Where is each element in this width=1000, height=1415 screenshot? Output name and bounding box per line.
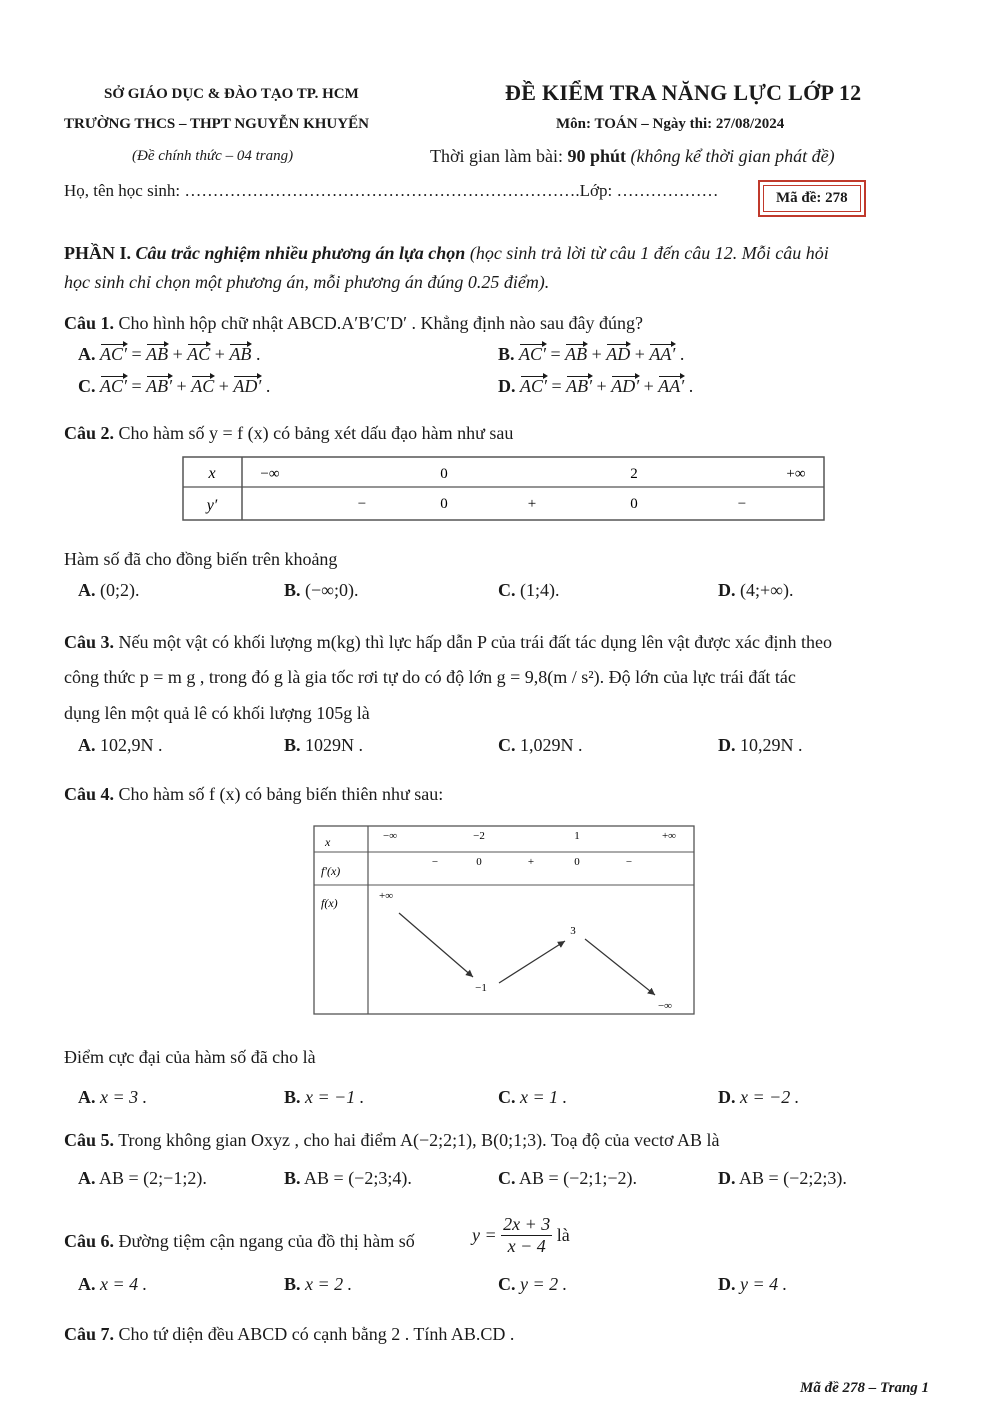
q5-text: Trong không gian Oxyz , cho hai điểm A(−2;2;1), B(0;1;3). Toạ độ của vectơ AB là [114, 1130, 720, 1150]
q6-fraction [501, 1214, 552, 1257]
q2-y-sign-2: + [527, 496, 537, 512]
q5-stem [64, 1130, 720, 1151]
q4-fp-zero-2: 0 [574, 856, 580, 868]
q1-stem [64, 313, 643, 334]
q2-y-sign-1: − [357, 496, 367, 512]
q6-option-d[interactable]: D. y = 4 . [718, 1274, 788, 1294]
exam-code: Mã đề: 278 [763, 185, 861, 212]
q7-text: Cho tứ diện đều ABCD có cạnh bằng 2 . Tính AB.CD . [114, 1324, 515, 1344]
q2-y-label: y′ [206, 497, 218, 514]
q5-option-c[interactable]: C. AB = (−2;1;−2). [498, 1168, 637, 1188]
time-info [430, 146, 835, 167]
q4-f-neg-inf: −∞ [657, 1000, 673, 1012]
q6-numerator: 2x + 3 [503, 1214, 551, 1234]
q6-function [472, 1214, 570, 1257]
q4-fp-label: f′(x) [321, 864, 341, 878]
q2-y-sign-3: − [737, 496, 747, 512]
q4-fp-sign-1: − [431, 856, 439, 868]
q4-x-label: x [325, 835, 331, 849]
q6-denominator: x − 4 [507, 1236, 546, 1256]
q4-option-c[interactable]: C. x = 1 . [498, 1087, 568, 1107]
q2-x-2: 2 [630, 466, 638, 482]
q2-y-zero-1: 0 [440, 496, 448, 512]
q2-sign-table [182, 456, 827, 522]
q2-text: Cho hàm số y = f (x) có bảng xét dấu đạo hàm như sau [114, 423, 514, 443]
q2-option-d[interactable]: D. (4;+∞). [718, 580, 794, 600]
school-name: TRƯỜNG THCS – THPT NGUYỄN KHUYẾN [64, 116, 369, 132]
q4-option-a[interactable]: A. x = 3 . [78, 1087, 148, 1107]
q5-option-a[interactable]: A. AB = (2;−1;2). [78, 1168, 207, 1188]
subject-date: Môn: TOÁN – Ngày thi: 27/08/2024 [556, 116, 785, 132]
exam-code-box [758, 180, 866, 217]
q5-option-b[interactable]: B. AB = (−2;3;4). [284, 1168, 412, 1188]
q6-tail: là [556, 1225, 570, 1245]
q4-f-pos-inf: +∞ [379, 890, 394, 902]
q2-x-pos-inf: +∞ [786, 466, 806, 482]
q4-arrow-increasing [499, 941, 565, 983]
q2-stem [64, 423, 513, 444]
q6-y-eq: y = [472, 1225, 497, 1245]
q3-line1 [64, 632, 832, 653]
q4-option-d[interactable]: D. x = −2 . [718, 1087, 800, 1107]
q2-question: Hàm số đã cho đồng biến trên khoảng [64, 549, 338, 569]
q4-variation-table [313, 825, 697, 1017]
page-footer: Mã đề 278 – Trang 1 [800, 1380, 930, 1396]
q2-x-neg-inf: −∞ [260, 466, 280, 482]
q4-table-border [314, 826, 694, 1014]
q4-f-max: 3 [570, 925, 576, 937]
q4-option-b[interactable]: B. x = −1 . [284, 1087, 365, 1107]
part1-desc-rest: (học sinh trả lời từ câu 1 đến câu 12. Mỗi câu hỏi [465, 243, 829, 263]
student-name-line: Họ, tên học sinh: …………………………………………………………….Lớp: ……………… [64, 181, 719, 200]
q1-text: Cho hình hộp chữ nhật ABCD.A′B′C′D′ . Khẳng định nào sau đây đúng? [114, 313, 643, 333]
q1-label: Câu 1. [64, 313, 115, 333]
q4-arrow-decreasing-1 [399, 913, 473, 977]
q3-text-1: Nếu một vật có khối lượng m(kg) thì lực hấp dẫn P của trái đất tác dụng lên vật được xác định theo [114, 632, 832, 652]
q4-fp-sign-2: + [527, 856, 535, 868]
q5-option-d[interactable]: D. AB = (−2;2;3). [718, 1168, 847, 1188]
part1-heading [64, 243, 829, 264]
q4-x-neg-inf: −∞ [383, 830, 398, 842]
q7-label: Câu 7. [64, 1324, 115, 1344]
q6-stem [64, 1231, 415, 1252]
q4-fp-zero-1: 0 [476, 856, 482, 868]
q2-option-c[interactable]: C. (1;4). [498, 580, 560, 600]
q4-f-label: f(x) [321, 896, 338, 910]
q4-label: Câu 4. [64, 784, 115, 804]
q4-x-neg2: −2 [473, 830, 485, 842]
exam-title: ĐỀ KIỂM TRA NĂNG LỰC LỚP 12 [505, 80, 862, 105]
q2-x-0: 0 [440, 466, 448, 482]
q5-label: Câu 5. [64, 1130, 115, 1150]
q4-arrow-decreasing-2 [585, 939, 655, 995]
q1-option-a[interactable]: A. AC′ = AB + AC + AB . [78, 344, 261, 364]
q2-y-zero-2: 0 [630, 496, 638, 512]
time-value: 90 phút [567, 146, 627, 166]
q2-label: Câu 2. [64, 423, 115, 443]
q4-x-pos-inf: +∞ [661, 830, 677, 842]
q2-option-b[interactable]: B. (−∞;0). [284, 580, 359, 600]
q6-label: Câu 6. [64, 1231, 115, 1251]
q4-text: Cho hàm số f (x) có bảng biến thiên như sau: [114, 784, 444, 804]
time-label: Thời gian làm bài: [430, 146, 568, 166]
q7-stem [64, 1324, 514, 1345]
department-name: SỞ GIÁO DỤC & ĐÀO TẠO TP. HCM [104, 86, 359, 102]
q3-option-b[interactable]: B. 1029N . [284, 735, 364, 755]
q1-option-c[interactable]: C. AC′ = AB′ + AC + AD′ . [78, 376, 271, 396]
q3-line2: công thức p = m g , trong đó g là gia tốc rơi tự do có độ lớn g = 9,8(m / s²). Độ lớn của lực trái đất tác [64, 667, 796, 687]
part1-desc-bold: Câu trắc nghiệm nhiều phương án lựa chọn [135, 243, 466, 263]
q3-option-c[interactable]: C. 1,029N . [498, 735, 583, 755]
q3-option-a[interactable]: A. 102,9N . [78, 735, 163, 755]
q6-option-a[interactable]: A. x = 4 . [78, 1274, 148, 1294]
q4-x-1: 1 [574, 830, 580, 842]
part1-desc-line2: học sinh chỉ chọn một phương án, mỗi phương án đúng 0.25 điểm). [64, 272, 550, 292]
q3-line3: dụng lên một quả lê có khối lượng 105g là [64, 703, 370, 723]
q3-option-d[interactable]: D. 10,29N . [718, 735, 803, 755]
q2-option-a[interactable]: A. (0;2). [78, 580, 140, 600]
q1-option-b[interactable]: B. AC′ = AB + AD + AA′ . [498, 344, 685, 364]
q6-option-b[interactable]: B. x = 2 . [284, 1274, 353, 1294]
q2-x-label: x [208, 465, 216, 482]
time-note: (không kể thời gian phát đề) [626, 146, 835, 166]
q4-fp-sign-3: − [625, 856, 633, 868]
q1-option-d[interactable]: D. AC′ = AB′ + AD′ + AA′ . [498, 376, 694, 396]
q3-label: Câu 3. [64, 632, 115, 652]
q6-text: Đường tiệm cận ngang của đồ thị hàm số [114, 1231, 415, 1251]
q4-f-min: −1 [475, 982, 487, 994]
q6-option-c[interactable]: C. y = 2 . [498, 1274, 568, 1294]
q4-stem [64, 784, 443, 805]
q4-question: Điểm cực đại của hàm số đã cho là [64, 1047, 316, 1067]
pages-note: (Đề chính thức – 04 trang) [132, 148, 294, 164]
part1-title: PHẦN I. [64, 243, 136, 263]
